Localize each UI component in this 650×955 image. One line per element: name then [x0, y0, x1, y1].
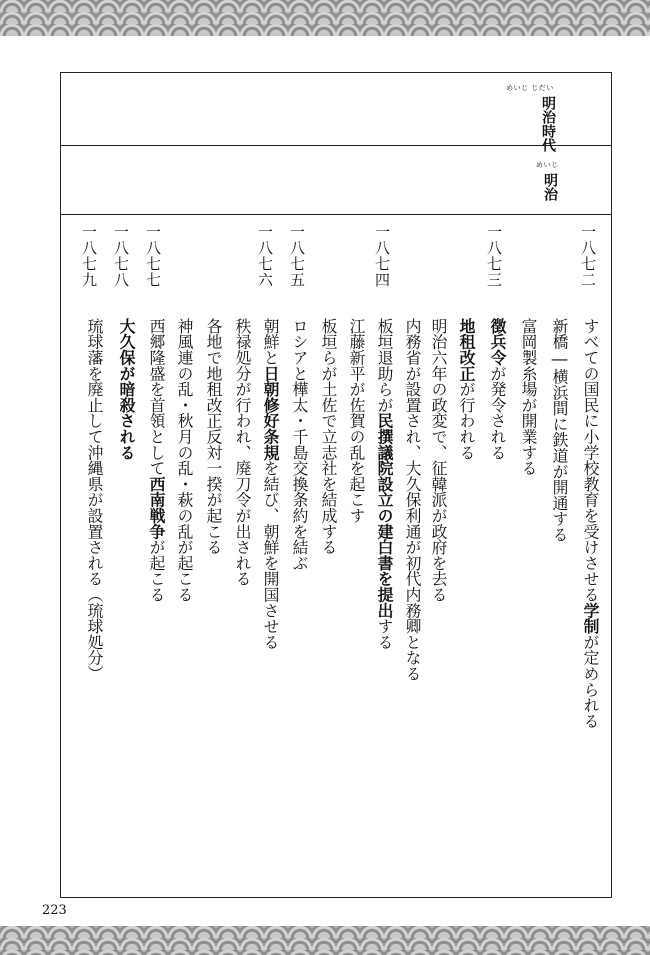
era-heading: 明治時代 [540, 96, 556, 152]
year-label: 一八七四 [373, 224, 391, 288]
year-label: 一八七六 [256, 224, 274, 288]
table-divider [60, 214, 612, 215]
decorative-bottom-band [0, 926, 650, 955]
event-text: 板垣らが土佐で立志社を結成する [319, 318, 338, 555]
event-text: 西郷隆盛を首領として西南戦争が起こる [147, 318, 166, 603]
event-text: 板垣退助らが民撰議院設立の建白書を提出する [375, 318, 394, 650]
event-text: 神風連の乱・秋月の乱・萩の乱が起こる [175, 318, 194, 603]
event-text: 大久保が暗殺される [117, 318, 136, 461]
era-reading: めいじ じだい [506, 84, 554, 92]
year-label: 一八七七 [144, 224, 162, 288]
event-text: 朝鮮と日朝修好条規を結び、朝鮮を開国させる [261, 318, 280, 650]
event-text: 秩禄処分が行われ、廃刀令が出される [233, 318, 252, 587]
event-text: すべての国民に小学校教育を受けさせる学制が定められる [581, 318, 600, 729]
event-text: 各地で地租改正反対一揆が起こる [204, 318, 223, 555]
table-divider [60, 145, 612, 146]
year-label: 一八七五 [288, 224, 306, 288]
year-label: 一八七二 [579, 224, 597, 288]
event-text: 明治六年の政変で、征韓派が政府を去る [429, 318, 448, 603]
event-text: 徴兵令が発令される [488, 318, 507, 461]
year-label: 一八七九 [80, 224, 98, 288]
event-text: ロシアと樺太・千島交換条約を結ぶ [290, 318, 309, 571]
year-label: 一八七八 [112, 224, 130, 288]
year-label: 一八七三 [485, 224, 503, 288]
page-number: 223 [42, 903, 67, 918]
event-text: 内務省が設置され、大久保利通が初代内務卿となる [403, 318, 422, 682]
event-text: 江藤新平が佐賀の乱を起こす [347, 318, 366, 524]
event-text: 琉球藩を廃止して沖縄県が設置される（琉球処分） [85, 318, 104, 682]
subera-reading: めいじ [536, 161, 559, 169]
subera-heading: 明治 [542, 173, 558, 201]
event-text: 富岡製糸場が開業する [519, 318, 538, 476]
decorative-top-band [0, 0, 650, 36]
event-text: 新橋―横浜間に鉄道が開通する [550, 318, 569, 543]
event-text: 地租改正が行われる [457, 318, 476, 461]
